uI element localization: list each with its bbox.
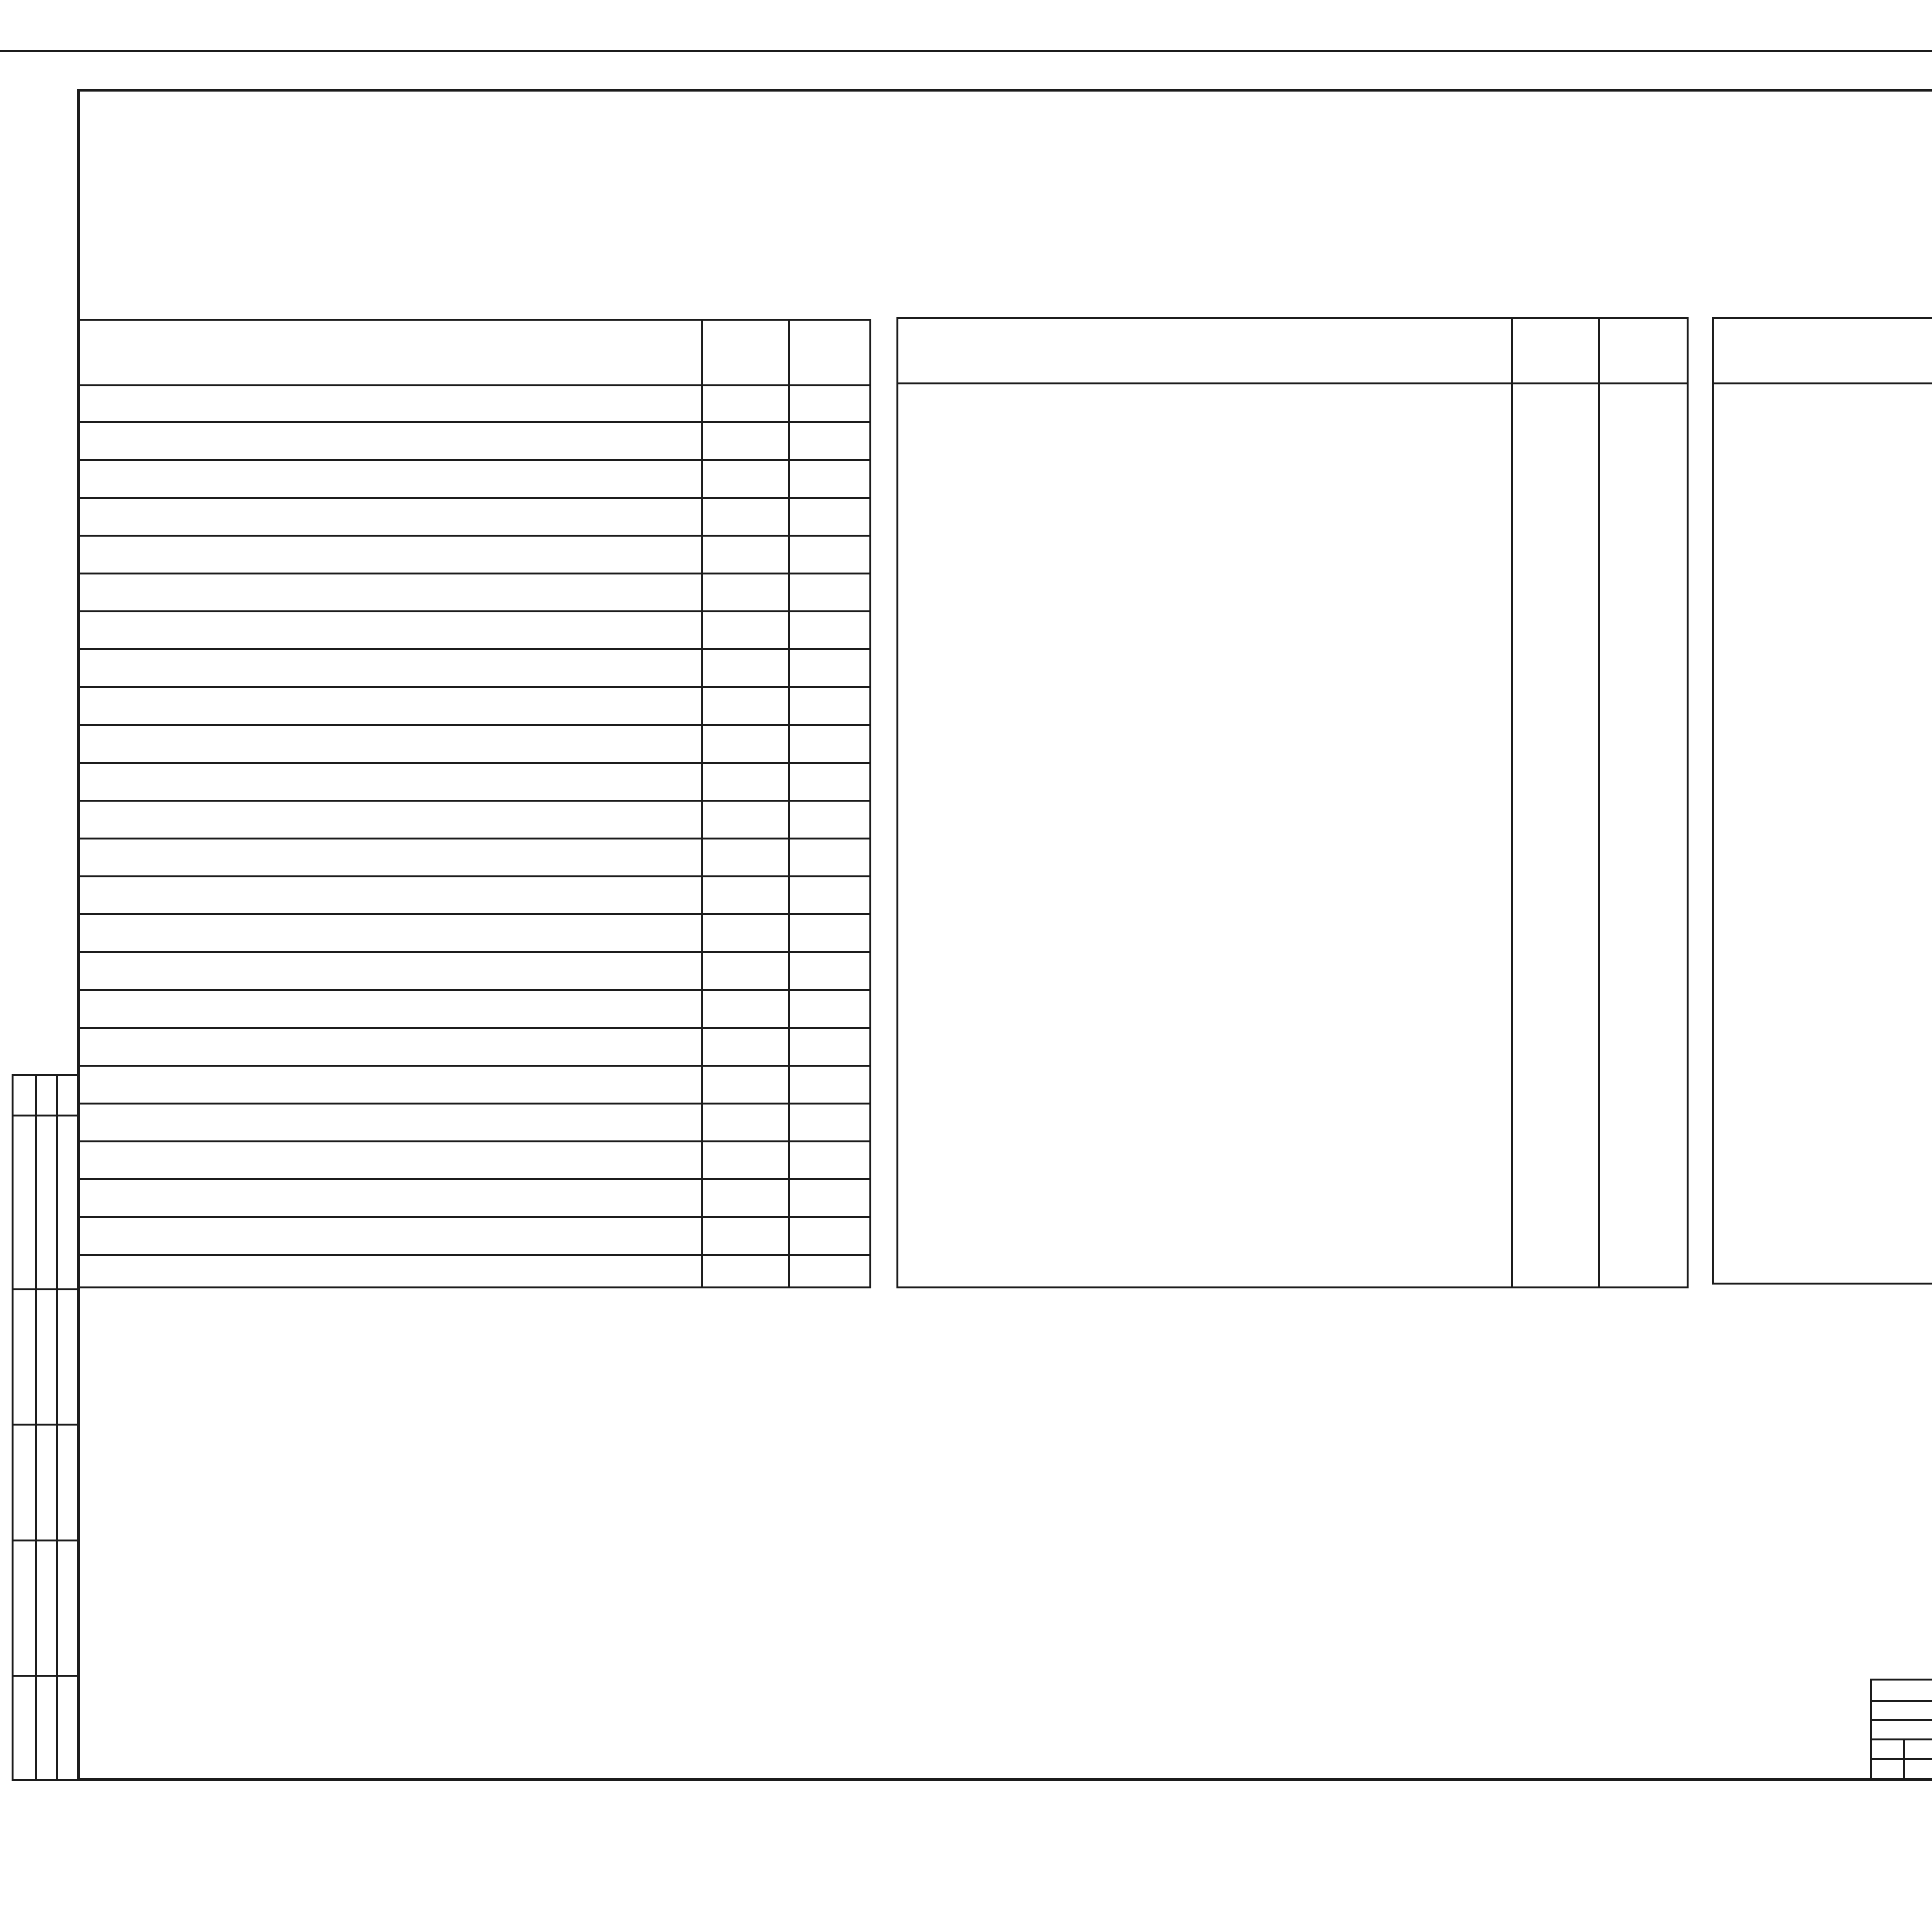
- row-rule: [79, 800, 871, 802]
- row-rule: [79, 838, 871, 839]
- row-rule: [79, 1254, 871, 1256]
- table-1: [79, 319, 871, 1288]
- title-block: [1870, 1648, 1932, 1781]
- change-grid: [1870, 1679, 1932, 1781]
- row-rule: [79, 648, 871, 650]
- row-rule: [79, 421, 871, 423]
- row-rule: [79, 610, 871, 612]
- row-rule: [79, 686, 871, 688]
- row-rule: [79, 1178, 871, 1180]
- row-rule: [79, 459, 871, 461]
- row-rule: [79, 497, 871, 499]
- row-rule: [79, 875, 871, 877]
- row-rule: [79, 724, 871, 726]
- row-rule: [79, 1027, 871, 1029]
- top-border: [0, 50, 1932, 52]
- row-rule: [79, 762, 871, 764]
- table-2: [896, 317, 1689, 1288]
- row-rule: [79, 573, 871, 574]
- row-rule: [79, 951, 871, 953]
- row-rule: [79, 1216, 871, 1218]
- row-rule: [79, 535, 871, 537]
- table-3: [1712, 317, 1932, 1285]
- row-rule: [79, 1140, 871, 1142]
- side-stamp: [12, 1074, 79, 1781]
- row-rule: [79, 913, 871, 915]
- row-rule: [79, 1103, 871, 1105]
- row-rule: [79, 989, 871, 991]
- row-rule: [79, 1065, 871, 1067]
